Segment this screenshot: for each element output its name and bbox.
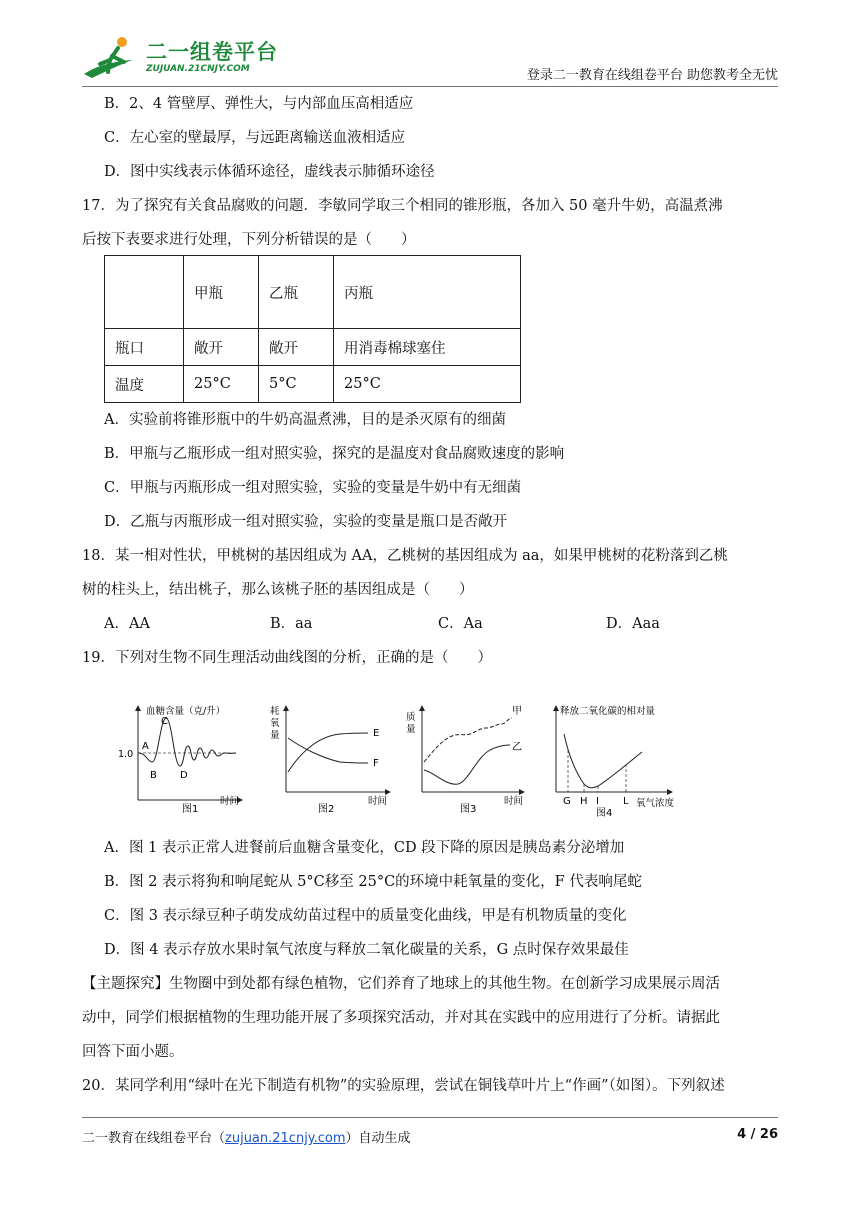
fig3-ylabel-1: 质 (406, 712, 416, 723)
table-row (105, 329, 521, 366)
fig4-point-h: H (580, 796, 588, 807)
q18-stem-line1: 18．某一相对性状，甲桃树的基因组成为 AA，乙桃树的基因组成为 aa，如果甲桃树的花粉落到乙桃 (82, 548, 728, 564)
header-slogan: 登录二一教育在线组卷平台 助您教考全无忧 (526, 68, 778, 83)
logo-name: 二一组卷平台 (146, 40, 278, 64)
fig1-xlabel: 时间 (220, 796, 240, 807)
fig3-curve-yi-label: 乙 (512, 742, 522, 753)
table-header-row (105, 256, 521, 329)
q18-option-d: D．Aaa (606, 616, 660, 632)
q19-option-d: D．图 4 表示存放水果时氧气浓度与释放二氧化碳量的关系，G 点时保存效果最佳 (104, 942, 629, 958)
fig4-point-l: L (623, 796, 629, 807)
fig1-point-c: C (161, 716, 168, 727)
theme-line2: 动中，同学们根据植物的生理功能开展了多项探究活动，并对其在实践中的应用进行了分析。请据此 (82, 1010, 720, 1026)
table-cell: 25°C (184, 366, 259, 403)
fig2-curve-e-label: E (373, 728, 380, 739)
fig4-point-g: G (563, 796, 571, 807)
fig3-xlabel: 时间 (504, 796, 524, 807)
q19-option-b: B．图 2 表示将狗和响尾蛇从 5°C移至 25°C的环境中耗氧量的变化，F 代表响尾蛇 (104, 874, 642, 890)
figure-1 (118, 705, 242, 815)
fig4-curve (564, 734, 642, 788)
table-header-cell: 乙瓶 (259, 256, 334, 329)
q17-option-a: A．实验前将锥形瓶中的牛奶高温煮沸，目的是杀灭原有的细菌 (104, 412, 506, 428)
fig1-curve (138, 718, 236, 766)
fig1-y-tick: 1.0 (118, 749, 134, 760)
q18-option-b: B．aa (270, 616, 313, 632)
logo-url: ZUJUAN.21CNJY.COM (146, 64, 250, 74)
fig2-ylabel-3: 量 (270, 730, 280, 741)
fig1-ylabel: 血糖含量（克/升） (146, 706, 226, 717)
fig3-ylabel-2: 量 (406, 724, 416, 735)
table-cell: 敞开 (259, 329, 334, 366)
table-cell: 温度 (105, 366, 184, 403)
q18-option-c: C．Aa (438, 616, 483, 632)
fig3-curve-yi (424, 745, 510, 784)
footer-text-before: 二一教育在线组卷平台（ (82, 1131, 226, 1146)
theme-line3: 回答下面小题。 (82, 1044, 184, 1060)
figure-3 (406, 705, 524, 815)
table-header-cell (105, 256, 184, 329)
fig1-caption: 图1 (182, 804, 199, 815)
fig2-curve-f-label: F (373, 758, 379, 769)
fig1-point-b: B (150, 770, 157, 781)
table-header-cell: 丙瓶 (334, 256, 521, 329)
table-header-cell: 甲瓶 (184, 256, 259, 329)
footer-divider (82, 1117, 778, 1118)
q16-option-c: C．左心室的壁最厚，与远距离输送血液相适应 (104, 130, 406, 146)
q17-option-d: D．乙瓶与丙瓶形成一组对照实验，实验的变量是瓶口是否敞开 (104, 514, 508, 530)
fig3-caption: 图3 (460, 804, 477, 815)
q16-option-d: D．图中实线表示体循环途径，虚线表示肺循环途径 (104, 164, 435, 180)
fig4-point-i: I (596, 796, 599, 807)
fig2-curve-e (288, 733, 368, 772)
q19-option-c: C．图 3 表示绿豆种子萌发成幼苗过程中的质量变化曲线，甲是有机物质量的变化 (104, 908, 627, 924)
q18-stem-line2: 树的柱头上，结出桃子，那么该桃子胚的基因组成是（ ） (82, 582, 474, 598)
fig1-point-d: D (180, 770, 188, 781)
fig1-point-a: A (142, 741, 149, 752)
fig2-curve-f (288, 738, 368, 763)
q16-option-b: B．2、4 管壁厚、弹性大，与内部血压高相适应 (104, 96, 414, 112)
header-divider (82, 86, 778, 87)
footer-text-after: ）自动生成 (345, 1131, 411, 1146)
fig4-caption: 图4 (596, 808, 613, 819)
q19-option-a: A．图 1 表示正常人进餐前后血糖含量变化，CD 段下降的原因是胰岛素分泌增加 (104, 840, 625, 856)
logo (82, 34, 282, 82)
table-cell: 25°C (334, 366, 521, 403)
q17-table (104, 255, 521, 403)
fig4-ylabel: 释放二氧化碳的相对量 (560, 706, 656, 717)
table-row (105, 366, 521, 403)
fig2-xlabel: 时间 (368, 796, 388, 807)
q17-stem-line1: 17．为了探究有关食品腐败的问题．李敏同学取三个相同的锥形瓶，各加入 50 毫升牛奶，高温煮沸 (82, 198, 723, 214)
table-cell: 用消毒棉球塞住 (334, 329, 521, 366)
q17-option-b: B．甲瓶与乙瓶形成一组对照实验，探究的是温度对食品腐败速度的影响 (104, 446, 565, 462)
fig2-ylabel-1: 耗 (270, 706, 280, 717)
fig2-caption: 图2 (318, 804, 335, 815)
table-cell: 5°C (259, 366, 334, 403)
figure-2 (270, 705, 390, 815)
footer-link[interactable]: zujuan.21cnjy.com (225, 1131, 346, 1146)
theme-line1: 【主题探究】生物圈中到处都有绿色植物，它们养育了地球上的其他生物。在创新学习成果展示周活 (82, 976, 720, 992)
table-cell: 敞开 (184, 329, 259, 366)
page-number: 4 / 26 (737, 1127, 778, 1142)
fig4-xlabel: 氧气浓度 (636, 798, 675, 809)
q17-option-c: C．甲瓶与丙瓶形成一组对照实验，实验的变量是牛奶中有无细菌 (104, 480, 522, 496)
q20-stem-line1: 20．某同学利用“绿叶在光下制造有机物”的实验原理，尝试在铜钱草叶片上“作画”（如图）。下列叙述 (82, 1078, 725, 1094)
footer-text (82, 1127, 411, 1146)
figure-4 (556, 705, 675, 819)
q17-stem-line2: 后按下表要求进行处理，下列分析错误的是（ ） (82, 232, 416, 248)
q19-figures (112, 700, 692, 826)
q19-stem: 19．下列对生物不同生理活动曲线图的分析，正确的是（ ） (82, 650, 492, 666)
fig3-curve-jia-label: 甲 (512, 706, 522, 717)
q18-option-a: A．AA (104, 616, 150, 632)
fig3-curve-jia (424, 718, 512, 762)
table-cell: 瓶口 (105, 329, 184, 366)
runner-logo-icon (82, 34, 142, 82)
fig2-ylabel-2: 氧 (270, 718, 280, 729)
